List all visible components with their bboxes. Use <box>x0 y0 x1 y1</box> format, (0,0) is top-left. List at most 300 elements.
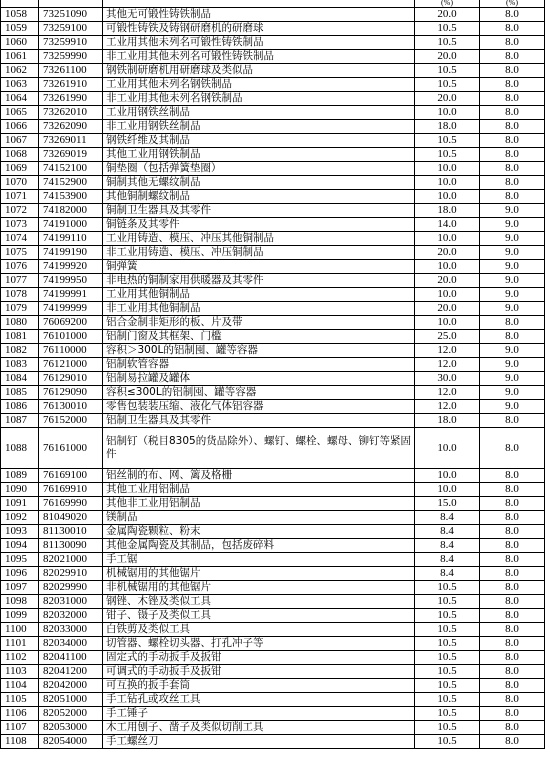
product-description: 工业用钢铁丝制品 <box>103 106 415 120</box>
table-row <box>1 218 545 232</box>
rate-column-2: 9.0 <box>480 246 545 260</box>
hs-code: 74152900 <box>39 176 103 190</box>
table-row <box>1 469 545 483</box>
table-row <box>1 246 545 260</box>
hs-code: 82032000 <box>39 609 103 623</box>
product-description: 工业用其他铜制品 <box>103 288 415 302</box>
product-description: 铜链条及其零件 <box>103 218 415 232</box>
rate-column-1: 12.0 <box>415 400 480 414</box>
rate-column-2: 9.0 <box>480 260 545 274</box>
product-description: 钢铁纤维及其制品 <box>103 134 415 148</box>
hs-code: 73269019 <box>39 148 103 162</box>
table-row <box>1 260 545 274</box>
product-description: 铜制卫生器具及其零件 <box>103 204 415 218</box>
rate-column-1: 20.0 <box>415 302 480 316</box>
rate-column-1: 10.5 <box>415 651 480 665</box>
rate-column-2: 8.0 <box>480 609 545 623</box>
hs-code: 81130090 <box>39 539 103 553</box>
product-description: 手工螺丝刀 <box>103 735 415 749</box>
rate-column-2: 8.0 <box>480 637 545 651</box>
table-row <box>1 735 545 749</box>
row-number: 1094 <box>1 539 39 553</box>
table-row <box>1 8 545 22</box>
rate-column-2: 8.0 <box>480 148 545 162</box>
table-row <box>1 497 545 511</box>
rate-column-1: 12.0 <box>415 386 480 400</box>
rate-column-1: 10.5 <box>415 707 480 721</box>
rate-column-2: 9.0 <box>480 204 545 218</box>
rate-column-2: 8.0 <box>480 665 545 679</box>
rate-column-2: 8.0 <box>480 330 545 344</box>
rate-column-2: 8.0 <box>480 735 545 749</box>
row-number: 1083 <box>1 358 39 372</box>
table-row <box>1 288 545 302</box>
row-number: 1071 <box>1 190 39 204</box>
row-number: 1080 <box>1 316 39 330</box>
rate-column-1: 30.0 <box>415 372 480 386</box>
table-row <box>1 176 545 190</box>
rate-column-1: 18.0 <box>415 204 480 218</box>
product-description: 非工业用其他铜制品 <box>103 302 415 316</box>
rate-column-1: 10.5 <box>415 148 480 162</box>
hs-code: 73262010 <box>39 106 103 120</box>
hs-code: 81049020 <box>39 511 103 525</box>
table-row <box>1 372 545 386</box>
product-description: 镁制品 <box>103 511 415 525</box>
table-row <box>1 567 545 581</box>
hs-code: 76161000 <box>39 428 103 469</box>
rate-column-2: 8.0 <box>480 469 545 483</box>
product-description: 铜弹簧 <box>103 260 415 274</box>
product-description: 铝制钉（税目8305的货品除外）、螺钉、螺栓、螺母、铆钉等紧固件 <box>103 428 415 469</box>
row-number: 1102 <box>1 651 39 665</box>
rate-column-1: 14.0 <box>415 218 480 232</box>
rate-column-1: 10.0 <box>415 483 480 497</box>
hs-code: 82029910 <box>39 567 103 581</box>
hs-code: 73259910 <box>39 36 103 50</box>
rate-column-1: 10.5 <box>415 679 480 693</box>
rate-column-2: 8.0 <box>480 428 545 469</box>
rate-column-1: 10.5 <box>415 721 480 735</box>
table-row <box>1 665 545 679</box>
rate-column-2: 9.0 <box>480 400 545 414</box>
hs-code: 73259100 <box>39 22 103 36</box>
rate-column-1: 10.0 <box>415 106 480 120</box>
rate-column-2: 8.0 <box>480 190 545 204</box>
rate-column-2: 8.0 <box>480 525 545 539</box>
rate-column-1: 10.5 <box>415 735 480 749</box>
table-row <box>1 106 545 120</box>
hs-code: 74191000 <box>39 218 103 232</box>
product-description: 其他非工业用铝制品 <box>103 497 415 511</box>
rate-column-2: 8.0 <box>480 623 545 637</box>
row-number: 1095 <box>1 553 39 567</box>
hs-code: 74199110 <box>39 232 103 246</box>
rate-column-1: 20.0 <box>415 246 480 260</box>
row-number: 1105 <box>1 693 39 707</box>
row-number: 1087 <box>1 414 39 428</box>
rate-column-1: 10.0 <box>415 469 480 483</box>
table-row <box>1 22 545 36</box>
rate-column-1: 8.4 <box>415 511 480 525</box>
hs-code: 82031000 <box>39 595 103 609</box>
rate-column-1: 20.0 <box>415 8 480 22</box>
rate-column-1: 10.5 <box>415 609 480 623</box>
hs-code: 82029990 <box>39 581 103 595</box>
table-row <box>1 428 545 469</box>
table-row <box>1 483 545 497</box>
product-description: 可调式的手动扳手及扳钳 <box>103 665 415 679</box>
rate-column-1: 10.0 <box>415 162 480 176</box>
product-description: 钢铁制研磨机用研磨球及类似品 <box>103 64 415 78</box>
hs-code: 76169100 <box>39 469 103 483</box>
product-description: 白铁剪及类似工具 <box>103 623 415 637</box>
rate-column-2: 8.0 <box>480 721 545 735</box>
product-description: 非工业用钢铁丝制品 <box>103 120 415 134</box>
rate-column-1: 10.5 <box>415 581 480 595</box>
rate-column-2: 8.0 <box>480 120 545 134</box>
rate-column-1: 10.0 <box>415 260 480 274</box>
rate-column-2: 8.0 <box>480 679 545 693</box>
table-row <box>1 92 545 106</box>
hs-code: 76101000 <box>39 330 103 344</box>
hs-code: 74153900 <box>39 190 103 204</box>
hs-code: 76130010 <box>39 400 103 414</box>
row-number: 1099 <box>1 609 39 623</box>
rate-column-1: 20.0 <box>415 92 480 106</box>
rate-column-2: 8.0 <box>480 78 545 92</box>
hs-code: 76129090 <box>39 386 103 400</box>
table-row <box>1 358 545 372</box>
hs-code: 73261910 <box>39 78 103 92</box>
rate-column-1: 10.5 <box>415 134 480 148</box>
rate-column-1: 10.5 <box>415 595 480 609</box>
rate-column-1: 10.5 <box>415 36 480 50</box>
row-number: 1061 <box>1 50 39 64</box>
rate-column-1: 10.0 <box>415 288 480 302</box>
table-row <box>1 553 545 567</box>
hs-code: 82054000 <box>39 735 103 749</box>
hs-code: 82052000 <box>39 707 103 721</box>
row-number: 1060 <box>1 36 39 50</box>
rate-column-1: 20.0 <box>415 274 480 288</box>
rate-column-2: 8.0 <box>480 22 545 36</box>
rate-column-1: 8.4 <box>415 539 480 553</box>
table-row <box>1 274 545 288</box>
header-cell-blank <box>1 0 39 8</box>
rate-column-1: 10.5 <box>415 623 480 637</box>
product-description: 手工锤子 <box>103 707 415 721</box>
product-description: 铝制卫生器具及其零件 <box>103 414 415 428</box>
hs-code: 76129010 <box>39 372 103 386</box>
row-number: 1075 <box>1 246 39 260</box>
table-row <box>1 134 545 148</box>
table-row <box>1 232 545 246</box>
rate-column-2: 8.0 <box>480 92 545 106</box>
hs-code: 73261990 <box>39 92 103 106</box>
table-row <box>1 651 545 665</box>
row-number: 1069 <box>1 162 39 176</box>
table-row <box>1 344 545 358</box>
product-description: 机械锯用的其他锯片 <box>103 567 415 581</box>
table-row <box>1 330 545 344</box>
product-description: 钢锉、木锉及类似工具 <box>103 595 415 609</box>
row-number: 1063 <box>1 78 39 92</box>
table-row <box>1 190 545 204</box>
product-description: 容积≤300L的铝制囤、罐等容器 <box>103 386 415 400</box>
table-row <box>1 525 545 539</box>
row-number: 1082 <box>1 344 39 358</box>
row-number: 1086 <box>1 400 39 414</box>
row-number: 1064 <box>1 92 39 106</box>
rate-column-2: 9.0 <box>480 372 545 386</box>
row-number: 1089 <box>1 469 39 483</box>
rate-column-2: 8.0 <box>480 36 545 50</box>
product-description: 铝制门窗及其框架、门槛 <box>103 330 415 344</box>
table-row <box>1 162 545 176</box>
rate-column-1: 10.0 <box>415 190 480 204</box>
row-number: 1066 <box>1 120 39 134</box>
rate-column-2: 9.0 <box>480 274 545 288</box>
rate-column-2: 8.0 <box>480 483 545 497</box>
rate-column-1: 8.4 <box>415 553 480 567</box>
rate-column-1: 12.0 <box>415 344 480 358</box>
table-row <box>1 693 545 707</box>
rate-column-2: 8.0 <box>480 693 545 707</box>
hs-code: 74182000 <box>39 204 103 218</box>
rate-column-2: 8.0 <box>480 595 545 609</box>
rate-column-2: 8.0 <box>480 8 545 22</box>
header-rate2: (%) <box>480 0 545 8</box>
rate-column-2: 8.0 <box>480 162 545 176</box>
rate-column-2: 8.0 <box>480 414 545 428</box>
row-number: 1084 <box>1 372 39 386</box>
product-description: 金属陶瓷颗粒、粉末 <box>103 525 415 539</box>
hs-code: 76121000 <box>39 358 103 372</box>
product-description: 非工业用其他未列名可锻性铸铁制品 <box>103 50 415 64</box>
rate-column-1: 20.0 <box>415 50 480 64</box>
row-number: 1073 <box>1 218 39 232</box>
table-row <box>1 50 545 64</box>
hs-code: 82034000 <box>39 637 103 651</box>
row-number: 1088 <box>1 428 39 469</box>
hs-code: 73259990 <box>39 50 103 64</box>
hs-code: 74199991 <box>39 288 103 302</box>
hs-code: 73261100 <box>39 64 103 78</box>
hs-code: 82051000 <box>39 693 103 707</box>
row-number: 1081 <box>1 330 39 344</box>
row-number: 1062 <box>1 64 39 78</box>
rate-column-1: 10.5 <box>415 665 480 679</box>
rate-column-2: 8.0 <box>480 511 545 525</box>
table-row <box>1 539 545 553</box>
row-number: 1077 <box>1 274 39 288</box>
row-number: 1072 <box>1 204 39 218</box>
table-body <box>1 0 545 749</box>
table-row <box>1 637 545 651</box>
table-row <box>1 78 545 92</box>
hs-code: 74199920 <box>39 260 103 274</box>
row-number: 1070 <box>1 176 39 190</box>
table-row <box>1 386 545 400</box>
hs-code: 73251090 <box>39 8 103 22</box>
rate-column-2: 9.0 <box>480 232 545 246</box>
row-number: 1085 <box>1 386 39 400</box>
product-description: 其他工业用铝制品 <box>103 483 415 497</box>
rate-column-1: 10.5 <box>415 78 480 92</box>
rate-column-1: 10.0 <box>415 316 480 330</box>
product-description: 非工业用其他未列名钢铁制品 <box>103 92 415 106</box>
product-description: 工业用其他未列名钢铁制品 <box>103 78 415 92</box>
row-number: 1068 <box>1 148 39 162</box>
header-cell-blank <box>39 0 103 8</box>
row-number: 1103 <box>1 665 39 679</box>
table-row <box>1 302 545 316</box>
rate-column-2: 8.0 <box>480 567 545 581</box>
hs-code: 73262090 <box>39 120 103 134</box>
hs-code: 82041100 <box>39 651 103 665</box>
table-row <box>1 511 545 525</box>
row-number: 1065 <box>1 106 39 120</box>
product-description: 铜制其他无螺纹制品 <box>103 176 415 190</box>
rate-column-1: 10.5 <box>415 693 480 707</box>
rate-column-2: 9.0 <box>480 344 545 358</box>
hs-code: 82021000 <box>39 553 103 567</box>
product-description: 非机械锯用的其他锯片 <box>103 581 415 595</box>
header-fragment-row <box>1 0 545 8</box>
product-description: 其他无可锻性铸铁制品 <box>103 8 415 22</box>
rate-column-2: 8.0 <box>480 134 545 148</box>
table-row <box>1 204 545 218</box>
rate-column-2: 9.0 <box>480 288 545 302</box>
hs-code: 74152100 <box>39 162 103 176</box>
header-rate1: (%) <box>415 0 480 8</box>
rate-column-1: 18.0 <box>415 120 480 134</box>
rate-column-2: 8.0 <box>480 316 545 330</box>
rate-column-1: 10.0 <box>415 176 480 190</box>
hs-code: 76152000 <box>39 414 103 428</box>
rate-column-1: 12.0 <box>415 358 480 372</box>
table-row <box>1 120 545 134</box>
rate-column-2: 8.0 <box>480 553 545 567</box>
hs-code: 76169990 <box>39 497 103 511</box>
rate-column-1: 10.0 <box>415 232 480 246</box>
table-row <box>1 64 545 78</box>
product-description: 其他工业用钢铁制品 <box>103 148 415 162</box>
row-number: 1097 <box>1 581 39 595</box>
hs-code: 82033000 <box>39 623 103 637</box>
row-number: 1091 <box>1 497 39 511</box>
rate-column-1: 10.5 <box>415 637 480 651</box>
table-row <box>1 148 545 162</box>
table-row <box>1 609 545 623</box>
row-number: 1108 <box>1 735 39 749</box>
rate-column-1: 15.0 <box>415 497 480 511</box>
table-row <box>1 36 545 50</box>
product-description: 铝制易拉罐及罐体 <box>103 372 415 386</box>
rate-column-1: 8.4 <box>415 525 480 539</box>
product-description: 可互换的扳手套筒 <box>103 679 415 693</box>
rate-column-2: 8.0 <box>480 497 545 511</box>
product-description: 铜垫圈（包括弹簧垫圈） <box>103 162 415 176</box>
rate-column-1: 10.5 <box>415 64 480 78</box>
hs-code: 76069200 <box>39 316 103 330</box>
row-number: 1074 <box>1 232 39 246</box>
row-number: 1058 <box>1 8 39 22</box>
product-description: 其他金属陶瓷及其制品，包括废碎料 <box>103 539 415 553</box>
rate-column-1: 10.0 <box>415 428 480 469</box>
hs-code: 74199999 <box>39 302 103 316</box>
product-description: 零售包装装压缩、液化气体铝容器 <box>103 400 415 414</box>
product-description: 容积＞300L的铝制囤、罐等容器 <box>103 344 415 358</box>
rate-column-2: 9.0 <box>480 218 545 232</box>
rate-column-1: 8.4 <box>415 567 480 581</box>
rate-column-2: 8.0 <box>480 651 545 665</box>
table-row <box>1 679 545 693</box>
row-number: 1059 <box>1 22 39 36</box>
rate-column-2: 9.0 <box>480 386 545 400</box>
table-row <box>1 414 545 428</box>
hs-code: 73269011 <box>39 134 103 148</box>
row-number: 1090 <box>1 483 39 497</box>
rate-column-2: 8.0 <box>480 50 545 64</box>
row-number: 1092 <box>1 511 39 525</box>
product-description: 工业用其他未列名可锻性铸铁制品 <box>103 36 415 50</box>
table-row <box>1 595 545 609</box>
table-row <box>1 400 545 414</box>
row-number: 1093 <box>1 525 39 539</box>
rate-column-2: 9.0 <box>480 302 545 316</box>
product-description: 非工业用铸造、模压、冲压铜制品 <box>103 246 415 260</box>
row-number: 1100 <box>1 623 39 637</box>
hs-code: 81130010 <box>39 525 103 539</box>
row-number: 1101 <box>1 637 39 651</box>
rate-column-2: 9.0 <box>480 358 545 372</box>
product-description: 工业用铸造、模压、冲压其他铜制品 <box>103 232 415 246</box>
table-row <box>1 316 545 330</box>
product-description: 铝合金制非矩形的板、片及带 <box>103 316 415 330</box>
table-row <box>1 721 545 735</box>
product-description: 铝丝制的布、网、篱及格栅 <box>103 469 415 483</box>
row-number: 1106 <box>1 707 39 721</box>
hs-code: 82053000 <box>39 721 103 735</box>
rate-column-1: 25.0 <box>415 330 480 344</box>
product-description: 手工锯 <box>103 553 415 567</box>
hs-code: 82041200 <box>39 665 103 679</box>
table-row <box>1 581 545 595</box>
rate-column-2: 8.0 <box>480 106 545 120</box>
product-description: 木工用刨子、凿子及类似切削工具 <box>103 721 415 735</box>
product-description: 手工钻孔或攻丝工具 <box>103 693 415 707</box>
product-description: 非电热的铜制家用供暖器及其零件 <box>103 274 415 288</box>
row-number: 1096 <box>1 567 39 581</box>
rate-column-2: 8.0 <box>480 707 545 721</box>
row-number: 1076 <box>1 260 39 274</box>
row-number: 1067 <box>1 134 39 148</box>
row-number: 1107 <box>1 721 39 735</box>
row-number: 1079 <box>1 302 39 316</box>
rate-column-1: 18.0 <box>415 414 480 428</box>
row-number: 1104 <box>1 679 39 693</box>
hs-code: 82042000 <box>39 679 103 693</box>
rate-column-2: 8.0 <box>480 581 545 595</box>
product-description: 切管器、螺栓切头器、打孔冲子等 <box>103 637 415 651</box>
row-number: 1078 <box>1 288 39 302</box>
row-number: 1098 <box>1 595 39 609</box>
table-row <box>1 623 545 637</box>
product-description: 铝制软管容器 <box>103 358 415 372</box>
rate-column-1: 10.5 <box>415 22 480 36</box>
